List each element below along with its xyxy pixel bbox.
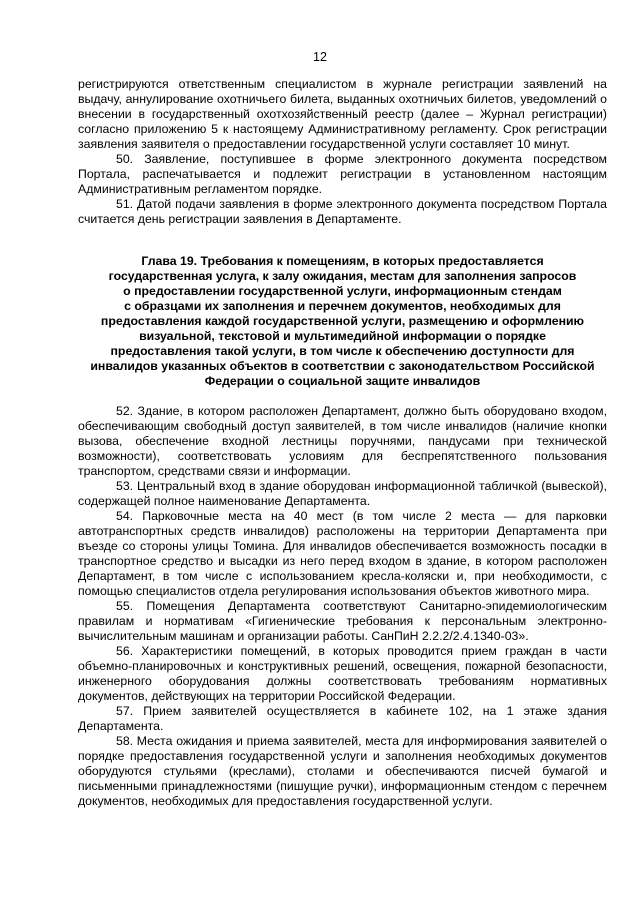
chapter-heading-line: о предоставлении государственной услуги, информационным стендам xyxy=(123,284,562,298)
paragraph-55: 55. Помещения Департамента соответствуют Санитарно-эпидемиологическим правилам и нормативам «Гигиенические требования к персональным электронно-вычислительным машинам и организации работы. СанПиН 2.2.2/2.4.1340-03». xyxy=(78,599,607,643)
paragraph-continuation: регистрируются ответственным специалистом в журнале регистрации заявлений на выдачу, аннулирование охотничьего билета, выданных охотничьих билетов, уведомлений о внесении в государственный охотхозяйственный реестр (далее – Журнал регистрации) согласно приложению 5 к настоящему Административному регламенту. Срок регистрации заявления заявителя о предоставлении государственной услуги составляет 10 минут. xyxy=(78,77,607,151)
chapter-heading-line: государственная услуга, к залу ожидания, местам для заполнения запросов xyxy=(108,269,577,283)
chapter-heading-line: инвалидов указанных объектов в соответствии с законодательством Российской xyxy=(90,359,595,373)
chapter-heading-line: Глава 19. Требования к помещениям, в которых предоставляется xyxy=(141,254,544,268)
paragraph-50: 50. Заявление, поступившее в форме электронного документа посредством Портала, распечатывается и подлежит регистрации в установленном настоящим Административным регламентом порядке. xyxy=(78,152,607,196)
paragraph-57: 57. Прием заявителей осуществляется в кабинете 102, на 1 этаже здания Департамента. xyxy=(78,704,607,733)
page-number: 12 xyxy=(313,50,327,64)
paragraph-58: 58. Места ожидания и приема заявителей, места для информирования заявителей о порядке предоставления государственной услуги и заполнения необходимых документов оборудуются стульями (креслами), столами и обеспечиваются писчей бумагой и письменными принадлежностями (пишущие ручки), информационным стендом с перечнем документов, необходимых для предоставления государственной услуги. xyxy=(78,734,607,808)
body-paragraphs xyxy=(78,404,607,809)
chapter-heading-line: предоставления каждой государственной услуги, размещению и оформлению xyxy=(100,314,585,328)
top-paragraphs xyxy=(78,77,607,227)
chapter-heading-line: визуальной, текстовой и мультимедийной информации о порядке xyxy=(139,329,546,343)
paragraph-53: 53. Центральный вход в здание оборудован информационной табличкой (вывеской), содержащей полное наименование Департамента. xyxy=(78,479,607,508)
paragraph-51: 51. Датой подачи заявления в форме электронного документа посредством Портала считается день регистрации заявления в Департаменте. xyxy=(78,197,607,226)
paragraph-54: 54. Парковочные места на 40 мест (в том числе 2 места — для парковки автотранспортных средств инвалидов) расположены на территории Департамента при въезде со стороны улицы Томина. Для инвалидов обеспечивается возможность посадки в транспортное средство и высадки из него перед входом в здание, в котором расположен Департамент, в том числе с использованием кресла-коляски и, при необходимости, с помощью специалистов отдела регулирования использования объектов животного мира. xyxy=(78,509,607,598)
paragraph-56: 56. Характеристики помещений, в которых проводится прием граждан в части объемно-планировочных и конструктивных решений, освещения, пожарной безопасности, инженерного оборудования должны соответствовать требованиям нормативных документов, действующих на территории Российской Федерации. xyxy=(78,644,607,703)
paragraph-52: 52. Здание, в котором расположен Департамент, должно быть оборудовано входом, обеспечивающим свободный доступ заявителей, в том числе инвалидов (наличие кнопки вызова, обеспечение входной лестницы поручнями, пандусами при технической возможности), соответствовать условиям для беспрепятственного пользования транспортом, средствами связи и информации. xyxy=(78,404,607,478)
chapter-heading-line: предоставления такой услуги, в том числе к обеспечению доступности для xyxy=(110,344,575,358)
chapter-heading xyxy=(78,254,607,389)
chapter-heading-line: Федерации о социальной защите инвалидов xyxy=(204,374,481,388)
chapter-heading-line: с образцами их заполнения и перечнем документов, необходимых для xyxy=(124,299,561,313)
